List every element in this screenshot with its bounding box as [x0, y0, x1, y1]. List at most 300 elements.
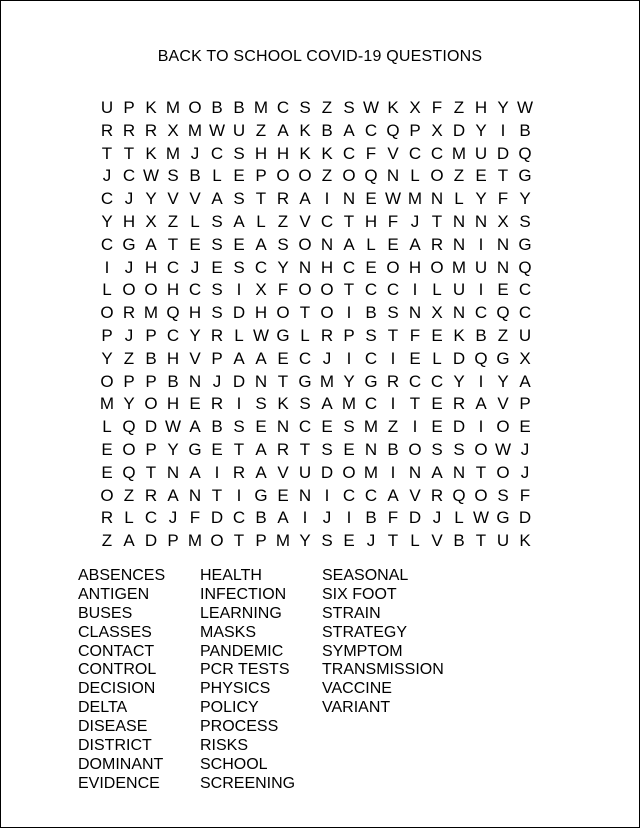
grid-letter: Z: [453, 166, 465, 186]
grid-letter: S: [453, 439, 465, 459]
grid-letter: I: [412, 280, 418, 300]
grid-letter: E: [211, 257, 223, 277]
grid-letter: O: [320, 303, 334, 323]
grid-letter: C: [100, 234, 114, 254]
grid-row: [96, 143, 536, 166]
grid-letter: D: [232, 303, 246, 323]
grid-letter: S: [321, 531, 333, 551]
grid-letter: N: [254, 371, 268, 391]
grid-row: [96, 393, 536, 416]
grid-letter: S: [211, 303, 223, 323]
grid-letter: C: [254, 257, 268, 277]
grid-letter: W: [494, 439, 512, 459]
grid-letter: U: [518, 325, 532, 345]
grid-letter: O: [188, 98, 202, 117]
grid-letter: V: [497, 394, 509, 414]
grid-letter: W: [384, 189, 402, 209]
grid-letter: S: [299, 394, 311, 414]
grid-letter: L: [256, 211, 266, 231]
grid-letter: P: [101, 325, 113, 345]
grid-letter: Z: [387, 417, 399, 437]
grid-letter: M: [451, 257, 467, 277]
grid-letter: O: [386, 257, 400, 277]
grid-letter: C: [386, 280, 400, 300]
grid-letter: Y: [299, 531, 311, 551]
grid-letter: N: [408, 303, 422, 323]
grid-letter: I: [324, 189, 330, 209]
grid-letter: A: [189, 462, 201, 482]
page-title: BACK TO SCHOOL COVID-19 QUESTIONS: [157, 48, 483, 65]
grid-letter: I: [346, 348, 352, 368]
grid-letter: L: [124, 508, 134, 528]
grid-letter: A: [123, 531, 135, 551]
grid-letter: D: [518, 508, 532, 528]
grid-letter: O: [298, 166, 312, 186]
grid-letter: C: [342, 257, 356, 277]
grid-letter: D: [452, 120, 466, 140]
grid-letter: F: [387, 211, 399, 231]
grid-letter: E: [365, 189, 377, 209]
grid-letter: C: [144, 508, 158, 528]
grid-letter: N: [386, 166, 400, 186]
grid-letter: Q: [496, 303, 510, 323]
letter-grid: [96, 97, 536, 553]
grid-letter: R: [100, 508, 114, 528]
grid-letter: R: [100, 120, 114, 140]
grid-letter: H: [364, 211, 378, 231]
grid-letter: X: [167, 120, 179, 140]
grid-letter: F: [387, 508, 399, 528]
grid-letter: P: [409, 120, 421, 140]
grid-letter: G: [496, 348, 510, 368]
grid-row: [96, 507, 536, 530]
grid-letter: O: [408, 439, 422, 459]
grid-letter: C: [430, 143, 444, 163]
grid-letter: N: [298, 485, 312, 505]
grid-row: [96, 371, 536, 394]
grid-letter: I: [236, 485, 242, 505]
grid-letter: Z: [321, 166, 333, 186]
grid-letter: O: [342, 462, 356, 482]
grid-letter: T: [431, 211, 443, 231]
grid-letter: B: [519, 120, 531, 140]
grid-row: [96, 530, 536, 553]
grid-letter: P: [255, 531, 267, 551]
grid-letter: W: [142, 166, 160, 186]
grid-letter: G: [364, 371, 378, 391]
grid-letter: L: [300, 325, 310, 345]
grid-letter: M: [165, 143, 181, 163]
grid-letter: U: [452, 280, 466, 300]
grid-letter: F: [365, 143, 377, 163]
grid-letter: S: [167, 166, 179, 186]
grid-letter: N: [342, 189, 356, 209]
grid-letter: M: [143, 303, 159, 323]
grid-letter: D: [452, 417, 466, 437]
word-list-item: SCHOOL: [200, 755, 268, 773]
grid-letter: R: [122, 120, 136, 140]
grid-letter: S: [343, 98, 355, 117]
grid-letter: S: [233, 143, 245, 163]
grid-letter: Z: [167, 211, 179, 231]
grid-letter: J: [124, 189, 134, 209]
grid-letter: C: [100, 189, 114, 209]
grid-letter: U: [496, 531, 510, 551]
grid-letter: C: [166, 325, 180, 345]
grid-letter: D: [320, 462, 334, 482]
word-list-item: EVIDENCE: [78, 774, 160, 792]
grid-letter: Q: [474, 348, 488, 368]
grid-letter: R: [122, 303, 136, 323]
grid-letter: X: [431, 303, 443, 323]
grid-letter: C: [166, 257, 180, 277]
grid-letter: O: [210, 531, 224, 551]
grid-letter: G: [276, 325, 290, 345]
grid-letter: E: [343, 531, 355, 551]
grid-letter: B: [365, 508, 377, 528]
grid-letter: C: [276, 98, 290, 117]
word-list-item: LEARNING: [200, 604, 282, 622]
grid-letter: U: [474, 143, 488, 163]
grid-letter: Z: [123, 348, 135, 368]
grid-letter: E: [211, 439, 223, 459]
grid-letter: E: [519, 417, 531, 437]
grid-letter: G: [122, 234, 136, 254]
grid-letter: R: [430, 234, 444, 254]
grid-letter: Z: [321, 98, 333, 117]
word-list-item: HEALTH: [200, 567, 262, 584]
grid-letter: Z: [497, 325, 509, 345]
grid-letter: I: [236, 280, 242, 300]
grid-letter: H: [254, 303, 268, 323]
word-list-item: ANTIGEN: [78, 585, 150, 603]
grid-letter: M: [407, 189, 423, 209]
grid-letter: N: [430, 189, 444, 209]
grid-letter: C: [232, 508, 246, 528]
grid-letter: T: [409, 394, 421, 414]
grid-letter: R: [232, 462, 246, 482]
grid-letter: J: [168, 508, 178, 528]
grid-letter: Q: [122, 417, 136, 437]
grid-letter: K: [145, 143, 157, 163]
grid-letter: D: [452, 348, 466, 368]
grid-letter: J: [212, 371, 222, 391]
grid-letter: I: [390, 394, 396, 414]
grid-letter: O: [144, 280, 158, 300]
grid-letter: K: [299, 143, 311, 163]
grid-letter: M: [187, 531, 203, 551]
grid-letter: S: [387, 303, 399, 323]
grid-letter: W: [472, 508, 490, 528]
grid-letter: L: [410, 166, 420, 186]
grid-letter: Y: [123, 394, 135, 414]
grid-letter: I: [214, 462, 220, 482]
grid-letter: V: [409, 485, 421, 505]
grid-letter: Z: [101, 531, 113, 551]
grid-letter: A: [475, 394, 487, 414]
grid-letter: Y: [189, 325, 201, 345]
grid-letter: L: [432, 348, 442, 368]
grid-row: [96, 325, 536, 348]
word-list-item: TRANSMISSION: [322, 661, 444, 679]
grid-letter: E: [255, 417, 267, 437]
grid-letter: S: [255, 394, 267, 414]
grid-letter: J: [190, 257, 200, 277]
grid-letter: P: [145, 325, 157, 345]
grid-letter: Q: [452, 485, 466, 505]
word-list-item: CONTROL: [78, 661, 157, 679]
grid-letter: J: [520, 462, 530, 482]
grid-row: [96, 188, 536, 211]
grid-letter: C: [342, 485, 356, 505]
grid-letter: T: [497, 166, 509, 186]
grid-letter: C: [298, 417, 312, 437]
grid-letter: B: [167, 371, 179, 391]
grid-letter: C: [474, 303, 488, 323]
grid-letter: L: [190, 211, 200, 231]
grid-letter: Z: [453, 98, 465, 117]
grid-letter: N: [188, 371, 202, 391]
word-list-item: PCR TESTS: [200, 661, 290, 679]
grid-row: [96, 302, 536, 325]
grid-letter: S: [211, 280, 223, 300]
grid-letter: B: [189, 166, 201, 186]
grid-letter: Z: [123, 485, 135, 505]
grid-letter: J: [410, 211, 420, 231]
grid-letter: C: [320, 211, 334, 231]
grid-letter: E: [475, 166, 487, 186]
grid-letter: T: [387, 325, 399, 345]
grid-letter: R: [210, 394, 224, 414]
word-list-item: DELTA: [78, 699, 128, 717]
grid-row: [96, 234, 536, 257]
grid-letter: T: [299, 303, 311, 323]
grid-letter: P: [167, 531, 179, 551]
grid-letter: A: [167, 485, 179, 505]
grid-letter: T: [475, 462, 487, 482]
grid-letter: U: [474, 257, 488, 277]
word-column: [78, 567, 200, 794]
grid-letter: A: [233, 348, 245, 368]
grid-letter: B: [475, 325, 487, 345]
grid-letter: E: [497, 280, 509, 300]
grid-letter: P: [255, 166, 267, 186]
grid-letter: O: [144, 394, 158, 414]
grid-letter: H: [254, 143, 268, 163]
grid-letter: D: [144, 417, 158, 437]
grid-letter: O: [320, 280, 334, 300]
word-list-item: DOMINANT: [78, 755, 164, 773]
grid-letter: R: [144, 120, 158, 140]
grid-letter: H: [188, 303, 202, 323]
grid-letter: E: [277, 348, 289, 368]
grid-letter: S: [343, 417, 355, 437]
grid-letter: D: [144, 531, 158, 551]
grid-letter: B: [321, 120, 333, 140]
grid-letter: F: [277, 280, 289, 300]
grid-letter: E: [343, 439, 355, 459]
grid-letter: W: [516, 98, 534, 117]
grid-letter: A: [255, 439, 267, 459]
grid-letter: H: [408, 257, 422, 277]
grid-letter: L: [366, 234, 376, 254]
grid-letter: G: [518, 234, 532, 254]
grid-letter: G: [496, 508, 510, 528]
grid-letter: Z: [255, 120, 267, 140]
word-list-item: INFECTION: [200, 585, 287, 603]
grid-row: [96, 165, 536, 188]
grid-letter: G: [518, 166, 532, 186]
grid-letter: W: [164, 417, 182, 437]
grid-letter: S: [233, 189, 245, 209]
grid-letter: C: [364, 394, 378, 414]
grid-letter: I: [478, 417, 484, 437]
grid-letter: F: [409, 325, 421, 345]
grid-letter: E: [431, 417, 443, 437]
grid-letter: S: [211, 234, 223, 254]
grid-letter: F: [189, 508, 201, 528]
grid-letter: J: [432, 508, 442, 528]
grid-letter: A: [409, 234, 421, 254]
grid-letter: X: [145, 211, 157, 231]
grid-letter: R: [210, 325, 224, 345]
grid-letter: B: [255, 508, 267, 528]
grid-letter: V: [387, 143, 399, 163]
grid-letter: J: [124, 325, 134, 345]
word-list-item: STRAIN: [322, 604, 381, 622]
grid-row: [96, 462, 536, 485]
grid-letter: A: [233, 211, 245, 231]
grid-letter: U: [298, 462, 312, 482]
grid-letter: S: [519, 211, 531, 231]
grid-letter: N: [452, 303, 466, 323]
grid-letter: N: [188, 485, 202, 505]
grid-letter: S: [365, 325, 377, 345]
word-list-item: RISKS: [200, 737, 249, 755]
word-list-item: POLICY: [200, 699, 259, 717]
grid-letter: T: [277, 371, 289, 391]
grid-letter: M: [165, 98, 181, 117]
grid-letter: O: [474, 439, 488, 459]
grid-letter: E: [233, 234, 245, 254]
grid-letter: C: [364, 348, 378, 368]
grid-letter: T: [233, 439, 245, 459]
grid-letter: Q: [386, 120, 400, 140]
grid-letter: C: [430, 371, 444, 391]
grid-letter: T: [343, 211, 355, 231]
grid-letter: R: [320, 325, 334, 345]
grid-letter: D: [408, 508, 422, 528]
grid-letter: P: [211, 348, 223, 368]
grid-letter: B: [365, 303, 377, 323]
grid-letter: O: [298, 280, 312, 300]
grid-letter: N: [408, 462, 422, 482]
grid-letter: L: [410, 531, 420, 551]
grid-letter: O: [276, 303, 290, 323]
grid-letter: A: [255, 348, 267, 368]
grid-letter: H: [276, 143, 290, 163]
grid-letter: A: [145, 234, 157, 254]
grid-letter: R: [430, 485, 444, 505]
grid-letter: N: [452, 462, 466, 482]
grid-letter: X: [409, 98, 421, 117]
grid-letter: T: [343, 280, 355, 300]
word-list-item: STRATEGY: [322, 623, 408, 641]
grid-letter: K: [145, 98, 157, 117]
word-list-item: DISTRICT: [78, 737, 152, 755]
grid-letter: P: [145, 439, 157, 459]
grid-letter: K: [321, 143, 333, 163]
grid-letter: E: [277, 485, 289, 505]
grid-letter: P: [519, 394, 531, 414]
grid-letter: X: [519, 348, 531, 368]
grid-letter: Y: [453, 371, 465, 391]
word-list-item: VARIANT: [322, 699, 391, 717]
grid-letter: N: [496, 234, 510, 254]
grid-letter: N: [364, 439, 378, 459]
grid-letter: C: [210, 143, 224, 163]
word-list-item: SYMPTOM: [322, 642, 403, 660]
grid-letter: Q: [518, 257, 532, 277]
grid-letter: H: [166, 348, 180, 368]
grid-letter: A: [321, 394, 333, 414]
grid-letter: M: [451, 143, 467, 163]
grid-letter: Y: [475, 120, 487, 140]
grid-letter: L: [212, 166, 222, 186]
grid-letter: I: [346, 508, 352, 528]
grid-letter: K: [299, 120, 311, 140]
grid-letter: K: [387, 98, 399, 117]
grid-letter: S: [299, 98, 311, 117]
grid-letter: I: [412, 417, 418, 437]
grid-letter: Y: [167, 439, 179, 459]
word-column: [200, 567, 322, 794]
grid-letter: R: [276, 189, 290, 209]
grid-letter: I: [104, 257, 110, 277]
grid-letter: Y: [343, 371, 355, 391]
grid-letter: Y: [145, 189, 157, 209]
grid-letter: H: [122, 211, 136, 231]
grid-letter: C: [298, 348, 312, 368]
grid-letter: W: [208, 120, 226, 140]
grid-letter: U: [232, 120, 246, 140]
grid-letter: H: [166, 280, 180, 300]
grid-row: [96, 416, 536, 439]
grid-letter: F: [519, 485, 531, 505]
grid-letter: N: [276, 417, 290, 437]
grid-letter: A: [343, 234, 355, 254]
grid-letter: J: [322, 348, 332, 368]
grid-letter: C: [122, 166, 136, 186]
grid-letter: T: [211, 485, 223, 505]
grid-letter: O: [496, 417, 510, 437]
word-list-item: MASKS: [200, 623, 257, 641]
word-list-item: PHYSICS: [200, 680, 271, 698]
grid-row: [96, 97, 536, 120]
word-list-item: BUSES: [78, 604, 133, 622]
grid-letter: K: [453, 325, 465, 345]
grid-letter: S: [497, 485, 509, 505]
grid-letter: D: [496, 143, 510, 163]
grid-letter: N: [452, 234, 466, 254]
grid-letter: N: [452, 211, 466, 231]
grid-letter: Z: [277, 211, 289, 231]
grid-letter: P: [123, 98, 135, 117]
word-list-item: SCREENING: [200, 774, 296, 792]
grid-letter: R: [276, 439, 290, 459]
grid-letter: L: [454, 508, 464, 528]
grid-letter: T: [145, 462, 157, 482]
